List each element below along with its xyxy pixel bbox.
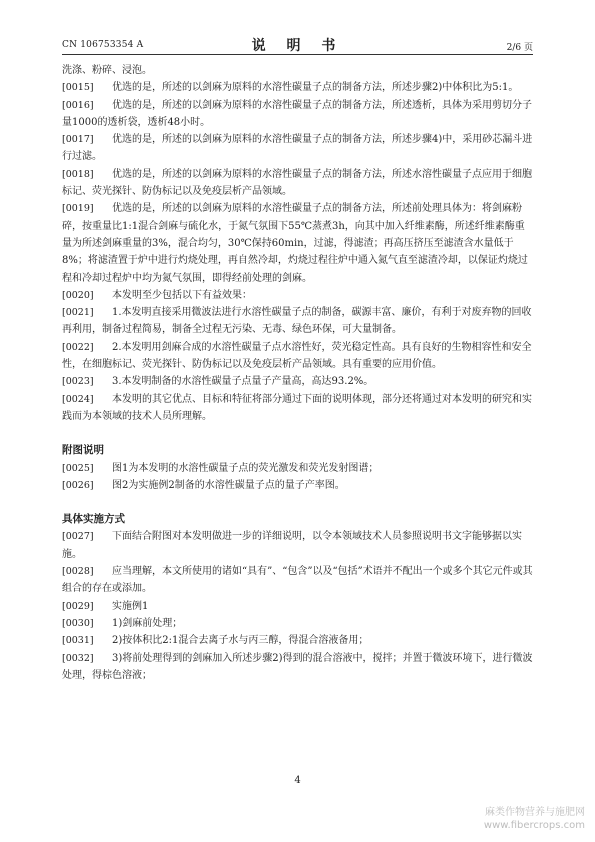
paragraph-number: [0028] bbox=[62, 566, 94, 578]
paragraph-text: 2)按体积比2:1混合去离子水与丙三醇，得混合溶液备用； bbox=[112, 635, 369, 647]
page-title: 说 明 书 bbox=[251, 38, 344, 54]
paragraph bbox=[62, 460, 534, 477]
paragraph-number: [0021] bbox=[62, 307, 94, 319]
paragraph-number: [0025] bbox=[62, 462, 94, 474]
paragraph-text: 洗涤、粉碎、浸泡。 bbox=[62, 65, 152, 76]
paragraph bbox=[62, 650, 534, 685]
paragraph bbox=[62, 339, 534, 374]
main-paragraphs bbox=[62, 62, 534, 425]
paragraph-text: 优选的是，所述的以剑麻为原料的水溶性碳量子点的制备方法，所述步骤2)中体积比为5:1。 bbox=[112, 82, 519, 94]
paragraph-number: [0018] bbox=[62, 168, 94, 180]
paragraph bbox=[62, 598, 534, 615]
paragraph bbox=[62, 477, 534, 494]
paragraph bbox=[62, 79, 534, 96]
paragraph-number: [0019] bbox=[62, 203, 94, 215]
paragraph-text: 实施例1 bbox=[112, 600, 149, 612]
paragraph bbox=[62, 287, 534, 304]
paragraph bbox=[62, 304, 534, 339]
document-body bbox=[62, 62, 534, 684]
figure-paragraphs bbox=[62, 460, 534, 495]
paragraph-number: [0024] bbox=[62, 393, 94, 405]
watermark-line-1: 麻类作物营养与施肥网 bbox=[485, 807, 585, 818]
paragraph-text: 1)剑麻前处理； bbox=[112, 617, 183, 629]
section-heading-embodiments: 具体实施方式 bbox=[62, 513, 125, 526]
paragraph-number: [0023] bbox=[62, 376, 94, 388]
paragraph bbox=[62, 131, 534, 166]
paragraph-text: 优选的是，所述的以剑麻为原料的水溶性碳量子点的制备方法，所述透析，具体为采用剪切分子量1000的透析袋，透析48小时。 bbox=[62, 99, 532, 128]
paragraph-text: 优选的是，所述的以剑麻为原料的水溶性碳量子点的制备方法，所述前处理具体为：将剑麻粉碎，按重量比1:1混合剑麻与硫化水，于氮气氛围下55℃蒸煮3h，向其中加入纤维素酶，所述纤维素酶重量为所述剑麻重量的3%，混合均匀，30℃保持60min，过滤，得滤渣；再高压挤压至滤渣含水量低于8%；将滤渣置于炉中进行灼烧处理，再自然冷却，灼烧过程往炉中通入氮气直至滤渣冷却，以保证灼烧过程和冷却过程炉中均为氮气氛围，即得经前处理的剑麻。 bbox=[62, 203, 528, 284]
paragraph bbox=[62, 62, 534, 79]
paragraph-number: [0032] bbox=[62, 652, 94, 664]
paragraph-text: 3.本发明制备的水溶性碳量子点量子产量高，高达93.2%。 bbox=[112, 376, 374, 388]
paragraph-number: [0016] bbox=[62, 99, 94, 111]
paragraph-number: [0027] bbox=[62, 531, 94, 543]
paragraph bbox=[62, 200, 534, 286]
header-divider bbox=[62, 54, 533, 55]
paragraph bbox=[62, 373, 534, 390]
paragraph-text: 3)将前处理得到的剑麻加入所述步骤2)得到的混合溶液中，搅拌；并置于微波环境下，进行微波处理，得棕色溶液； bbox=[62, 652, 533, 681]
paragraph-text: 图1为本发明的水溶性碳量子点的荧光激发和荧光发射图谱； bbox=[112, 462, 379, 474]
paragraph bbox=[62, 391, 534, 426]
watermark bbox=[484, 806, 585, 832]
paragraph-text: 1.本发明直接采用微波法进行水溶性碳量子点的制备，碳源丰富、廉价，有利于对废弃物的回收再利用，制备过程简易，制备全过程无污染、无毒、绿色环保，可大量制备。 bbox=[62, 307, 532, 336]
paragraph-text: 优选的是，所述的以剑麻为原料的水溶性碳量子点的制备方法，所述水溶性碳量子点应用于细胞标记、荧光探针、防伪标记以及免疫层析产品领域。 bbox=[62, 168, 532, 198]
watermark-line-2: www.fibercrops.com bbox=[483, 820, 585, 831]
page-count: 2/6 页 bbox=[506, 43, 533, 53]
section-heading-figures: 附图说明 bbox=[62, 444, 104, 457]
paragraph bbox=[62, 166, 534, 201]
paragraph-number: [0020] bbox=[62, 289, 94, 301]
paragraph-text: 本发明的其它优点、目标和特征将部分通过下面的说明体现，部分还将通过对本发明的研究和实践而为本领域的技术人员所理解。 bbox=[62, 393, 532, 422]
page-number: 4 bbox=[294, 775, 301, 786]
paragraph-text: 图2为实施例2制备的水溶性碳量子点的量子产率图。 bbox=[112, 479, 345, 491]
paragraph-number: [0015] bbox=[62, 82, 94, 94]
paragraph bbox=[62, 528, 534, 563]
paragraph-text: 下面结合附图对本发明做进一步的详细说明，以令本领域技术人员参照说明书文字能够据以实施。 bbox=[62, 531, 522, 560]
paragraph-text: 优选的是，所述的以剑麻为原料的水溶性碳量子点的制备方法，所述步骤4)中，采用砂芯漏斗进行过滤。 bbox=[62, 134, 533, 163]
paragraph bbox=[62, 632, 534, 649]
paragraph-number: [0030] bbox=[62, 617, 94, 629]
paragraph-number: [0017] bbox=[62, 134, 94, 146]
paragraph bbox=[62, 615, 534, 632]
paragraph-number: [0031] bbox=[62, 635, 94, 647]
document-number: CN 106753354 A bbox=[62, 40, 144, 50]
paragraph-number: [0022] bbox=[62, 341, 94, 353]
paragraph-number: [0029] bbox=[62, 600, 94, 612]
embodiment-paragraphs bbox=[62, 528, 534, 684]
paragraph-number: [0026] bbox=[62, 479, 94, 491]
paragraph-text: 本发明至少包括以下有益效果： bbox=[112, 289, 252, 301]
paragraph bbox=[62, 97, 534, 132]
paragraph-text: 应当理解，本文所使用的诸如“具有”、“包含”以及“包括”术语并不配出一个或多个其它元件或其组合的存在或添加。 bbox=[62, 566, 533, 595]
paragraph bbox=[62, 563, 534, 598]
paragraph-text: 2.本发明用剑麻合成的水溶性碳量子点水溶性好，荧光稳定性高。具有良好的生物相容性和安全性，在细胞标记、荧光探针、防伪标记以及免疫层析产品领域。具有重要的应用价值。 bbox=[62, 341, 532, 371]
